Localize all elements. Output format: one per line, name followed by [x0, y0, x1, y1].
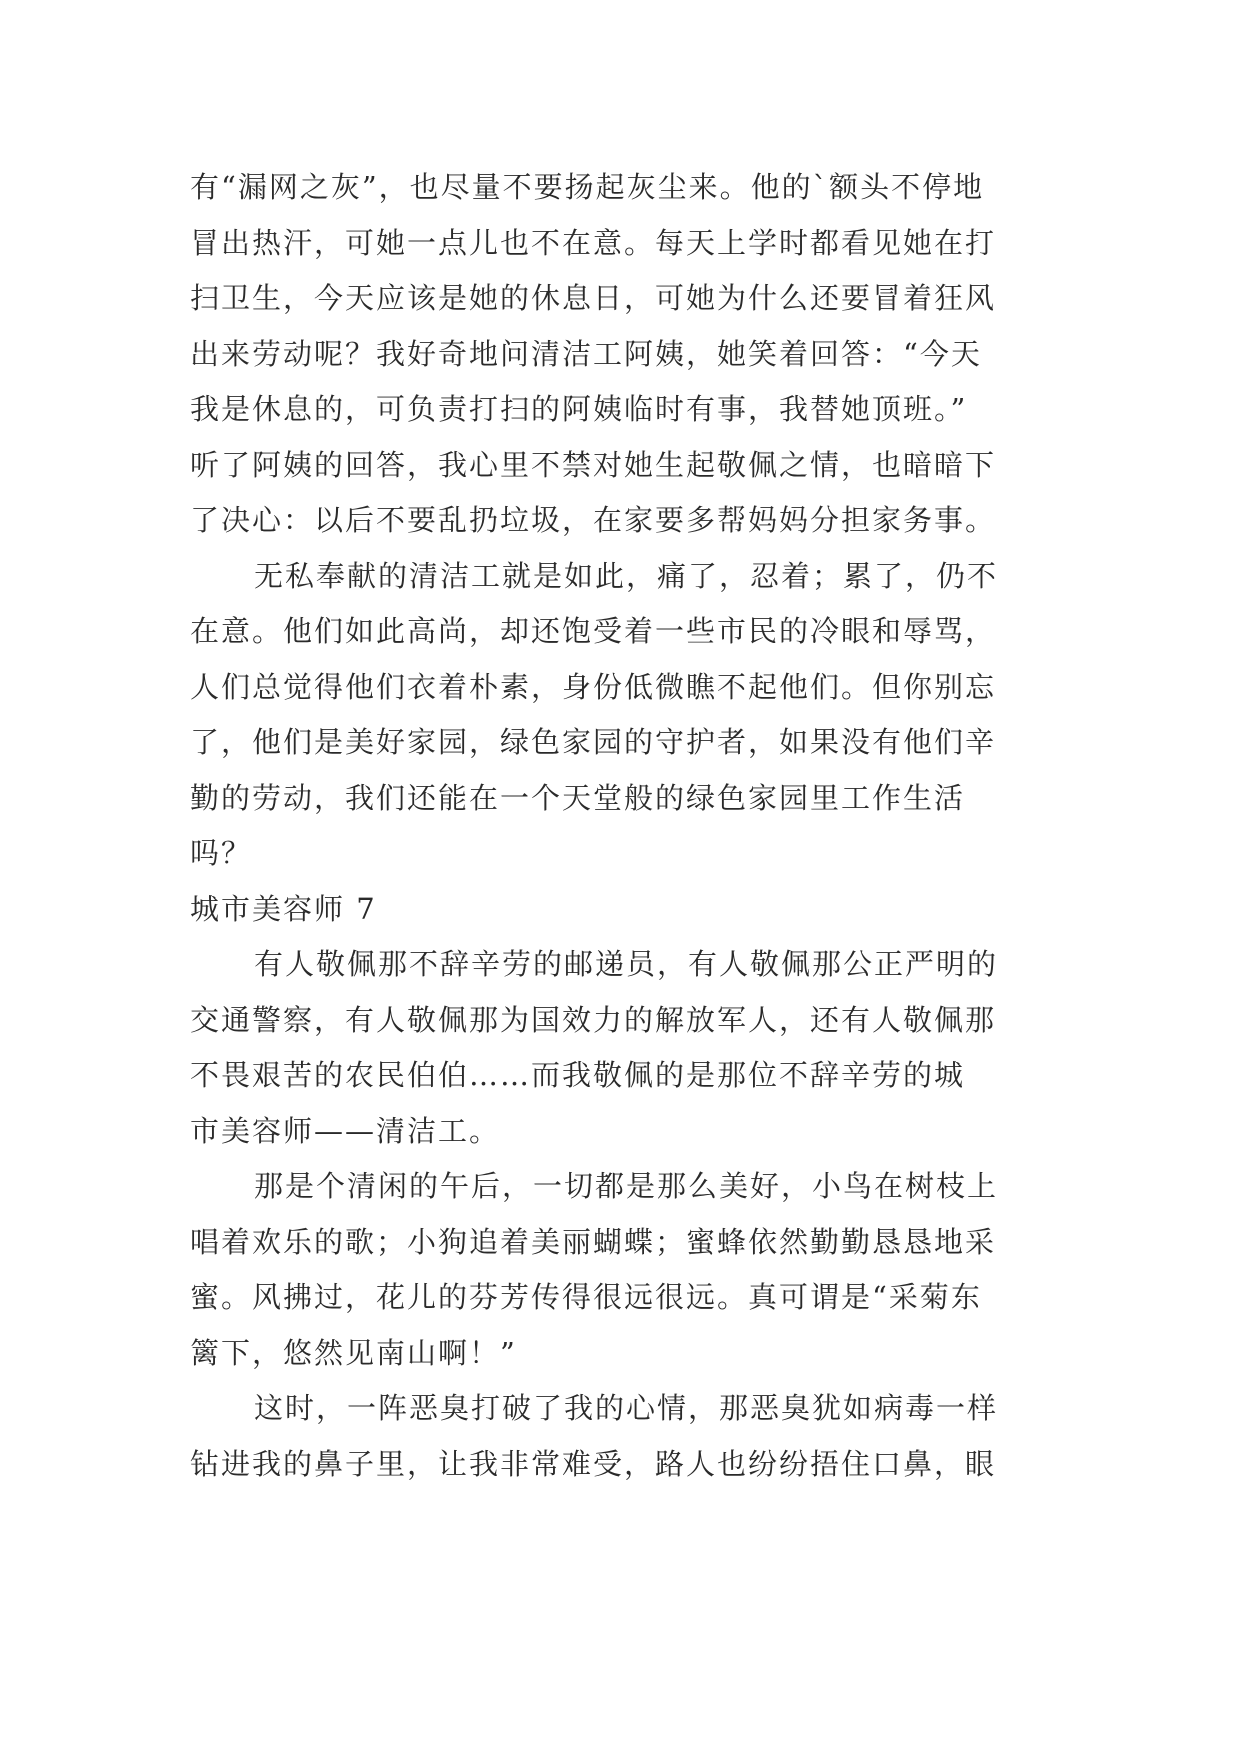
section-heading: 城市美容师 7	[190, 891, 377, 926]
document-body	[190, 160, 1070, 1492]
text-line: 了，他们是美好家园，绿色家园的守护者，如果没有他们辛	[190, 725, 997, 759]
text-line: 市美容师——清洁工。	[190, 1113, 501, 1148]
text-line: 蜜。风拂过，花儿的芬芳传得很远很远。真可谓是“采菊东	[190, 1280, 982, 1314]
text-line: 我是休息的，可负责打扫的阿姨临时有事，我替她顶班。”	[190, 392, 968, 426]
text-line: 吗？	[190, 836, 253, 870]
text-line: 不畏艰苦的农民伯伯……而我敬佩的是那位不辞辛劳的城	[190, 1058, 966, 1092]
text-line: 出来劳动呢？我好奇地问清洁工阿姨，她笑着回答：“今天	[190, 336, 982, 371]
text-line: 唱着欢乐的歌；小狗追着美丽蝴蝶；蜜蜂依然勤勤恳恳地采	[190, 1224, 997, 1259]
text-line: 扫卫生，今天应该是她的休息日，可她为什么还要冒着狂风	[190, 281, 997, 315]
text-line: 人们总觉得他们衣着朴素，身份低微瞧不起他们。但你别忘	[190, 669, 997, 704]
text-line: 勤的劳动，我们还能在一个天堂般的绿色家园里工作生活	[190, 780, 966, 815]
text-line: 篱下，悠然见南山啊！”	[190, 1335, 517, 1370]
paragraph-start-line: 无私奉献的清洁工就是如此，痛了，忍着；累了，仍不	[254, 558, 999, 593]
text-line: 钻进我的鼻子里，让我非常难受，路人也纷纷捂住口鼻，眼	[190, 1446, 997, 1481]
text-line: 听了阿姨的回答，我心里不禁对她生起敬佩之情，也暗暗下	[190, 447, 997, 482]
text-line: 交通警察，有人敬佩那为国效力的解放军人，还有人敬佩那	[190, 1002, 997, 1037]
paragraph-start-line: 那是个清闲的午后，一切都是那么美好，小鸟在树枝上	[254, 1169, 999, 1203]
paragraph-start-line: 有人敬佩那不辞辛劳的邮递员，有人敬佩那公正严明的	[254, 947, 999, 981]
text-line: 了决心：以后不要乱扔垃圾，在家要多帮妈妈分担家务事。	[190, 503, 997, 537]
paragraph-start-line: 这时，一阵恶臭打破了我的心情，那恶臭犹如病毒一样	[254, 1391, 999, 1425]
text-line: 有“漏网之灰”，也尽量不要扬起灰尘来。他的`额头不停地	[190, 170, 985, 204]
text-line: 在意。他们如此高尚，却还饱受着一些市民的冷眼和辱骂，	[190, 614, 997, 648]
text-line: 冒出热汗，可她一点儿也不在意。每天上学时都看见她在打	[190, 225, 997, 260]
